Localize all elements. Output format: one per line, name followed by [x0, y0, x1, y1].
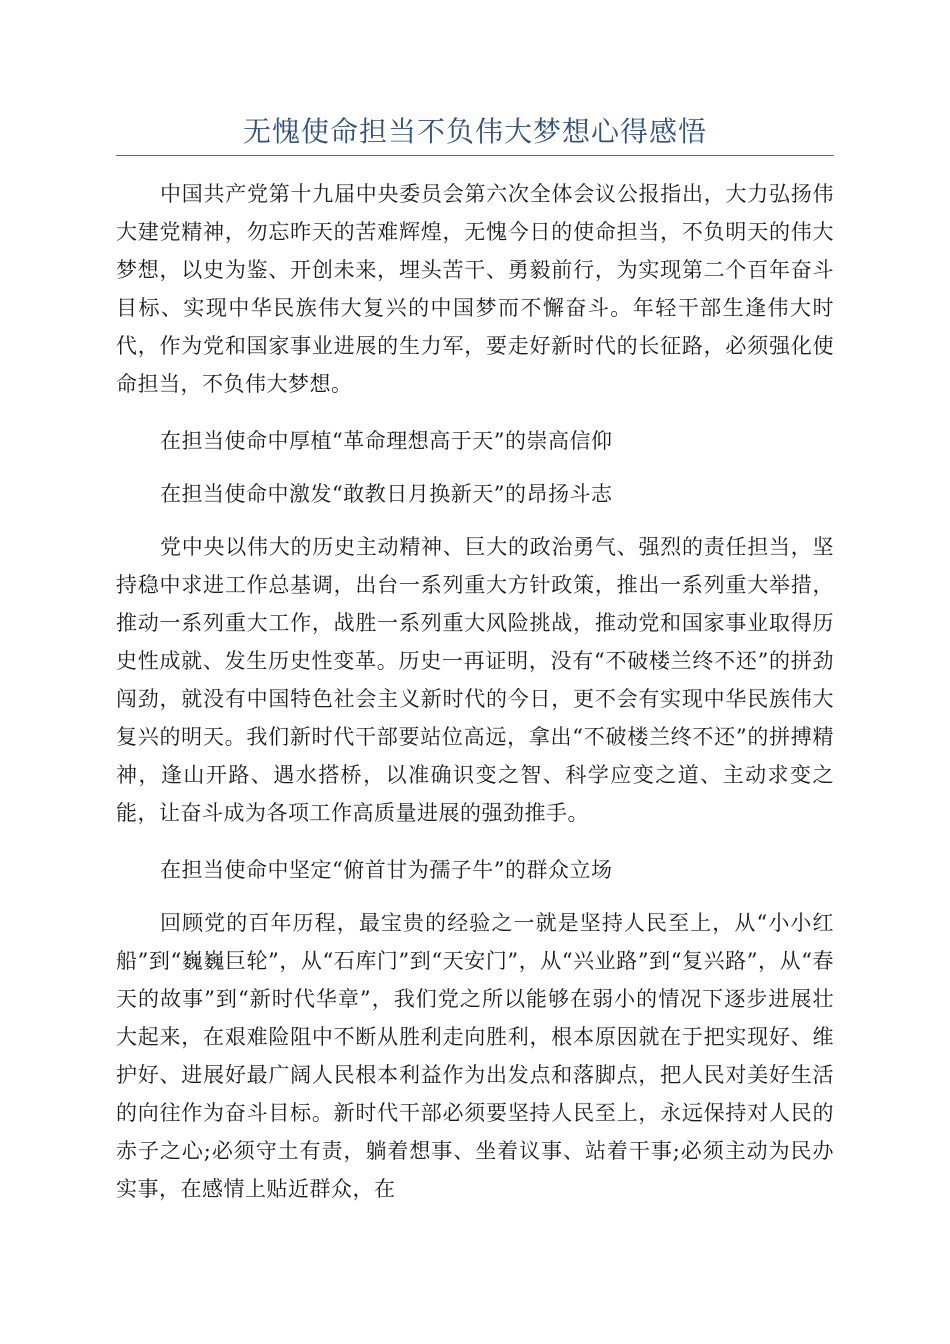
document-body [116, 175, 834, 1227]
section-heading-people: 在担当使命中坚定“俯首甘为孺子牛”的群众立场 [160, 858, 613, 882]
paragraph-spirit: 党中央以伟大的历史主动精神、巨大的政治勇气、强烈的责任担当，坚持稳中求进工作总基调，出台一系列重大方针政策，推出一系列重大举措，推动一系列重大工作，战胜一系列重大风险挑战，推动党和国家事业取得历史性成就、发生历史性变革。历史一再证明，没有“不破楼兰终不还”的拼劲闯劲，就没有中国特色社会主义新时代的今日，更不会有实现中华民族伟大复兴的明天。我们新时代干部要站位高远，拿出“不破楼兰终不还”的拼搏精神，逢山开路、遇水搭桥，以准确识变之智、科学应变之道、主动求变之能，让奋斗成为各项工作高质量进展的强劲推手。 [116, 535, 834, 825]
section-heading-faith: 在担当使命中厚植“革命理想高于天”的崇高信仰 [160, 429, 613, 453]
paragraph-intro: 中国共产党第十九届中央委员会第六次全体会议公报指出，大力弘扬伟大建党精神，勿忘昨天的苦难辉煌，无愧今日的使命担当，不负明天的伟大梦想，以史为鉴、开创未来，埋头苦干、勇毅前行，为实现第二个百年奋斗目标、实现中华民族伟大复兴的中国梦而不懈奋斗。年轻干部生逢伟大时代，作为党和国家事业进展的生力军，要走好新时代的长征路，必须强化使命担当，不负伟大梦想。 [116, 182, 834, 396]
title-underline [116, 155, 834, 156]
section-heading-spirit: 在担当使命中激发“敢教日月换新天”的昂扬斗志 [160, 482, 613, 506]
document-title: 无愧使命担当不负伟大梦想心得感悟 [242, 115, 707, 148]
paragraph-people: 回顾党的百年历程，最宝贵的经验之一就是坚持人民至上，从“小小红船”到“巍巍巨轮”，从“石库门”到“天安门”，从“兴业路”到“复兴路”，从“春天的故事”到“新时代华章”，我们党之所以能够在弱小的情况下逐步进展壮大起来，在艰难险阻中不断从胜利走向胜利，根本原因就在于把实现好、维护好、进展好最广阔人民根本利益作为出发点和落脚点，把人民对美好生活的向往作为奋斗目标。新时代干部必须要坚持人民至上，永远保持对人民的赤子之心;必须守土有责，躺着想事、坐着议事、站着干事;必须主动为民办实事，在感情上贴近群众，在 [116, 911, 834, 1201]
